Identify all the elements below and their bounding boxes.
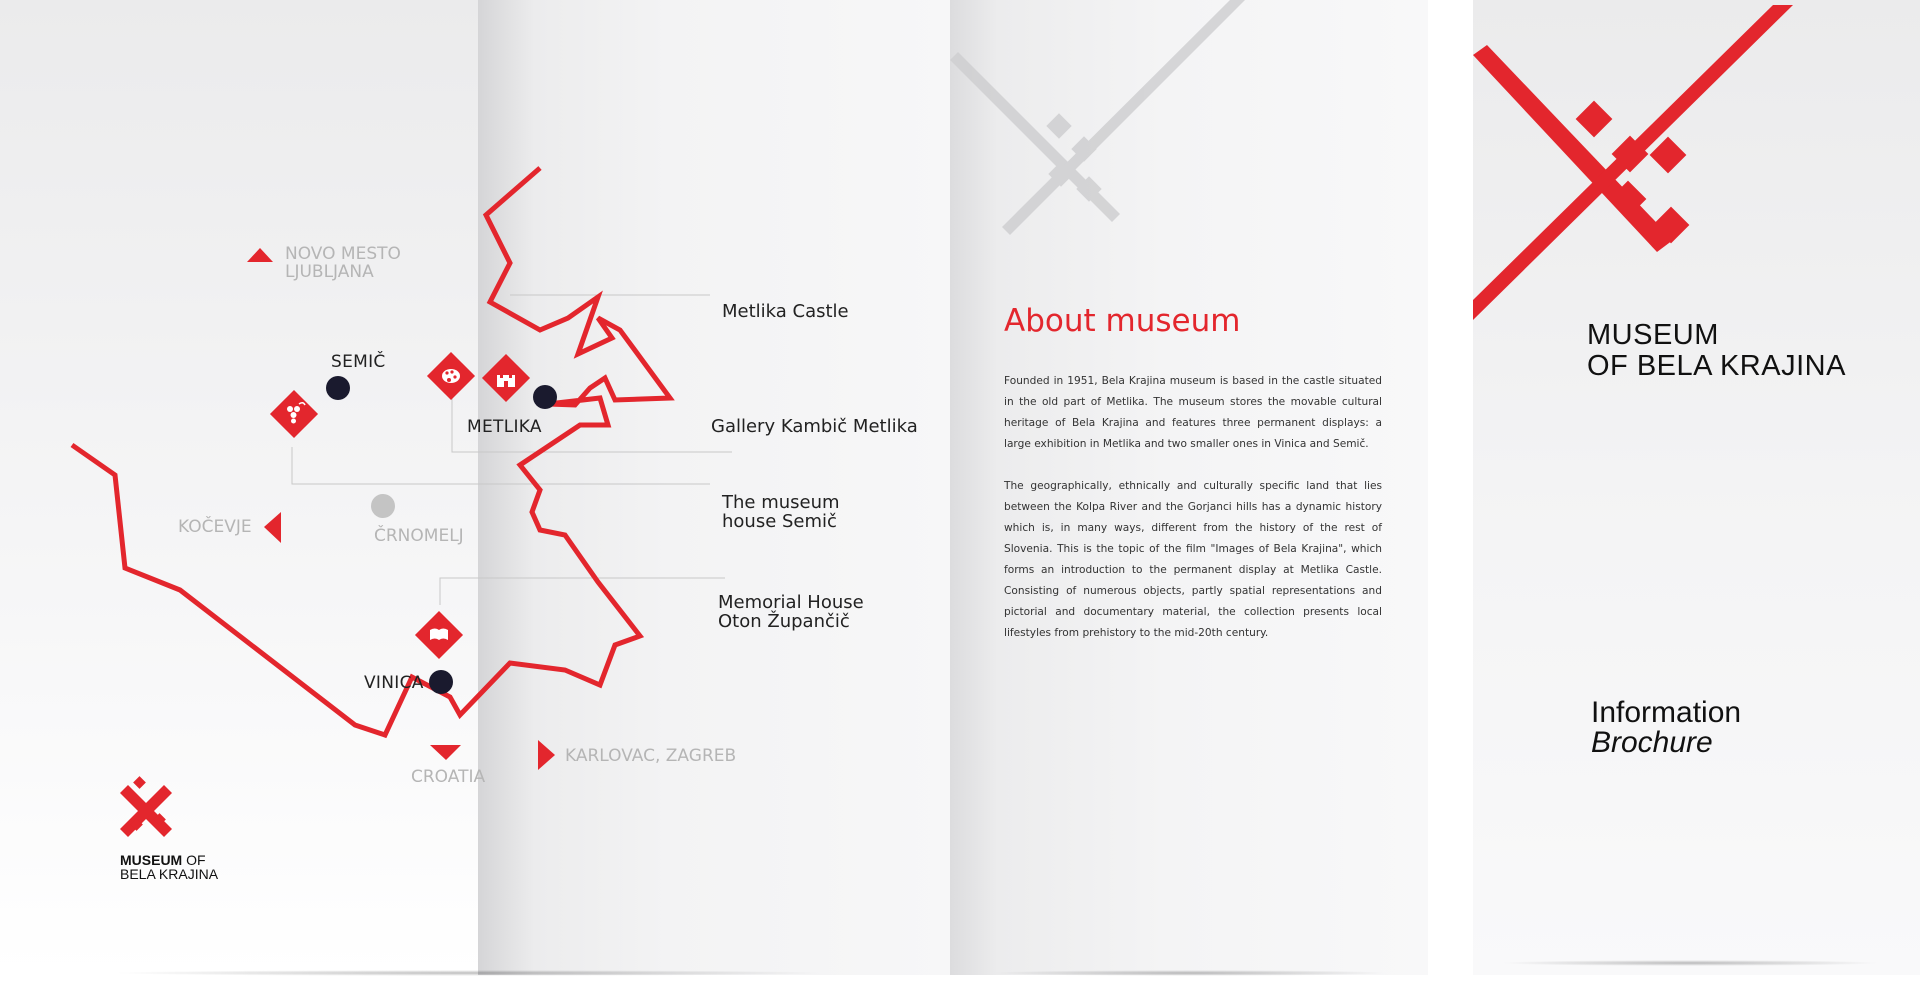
small-logo-text <box>120 853 218 881</box>
label-metlika: METLIKA <box>467 417 542 437</box>
legend-memorial-line1: Memorial House <box>718 592 864 613</box>
cover-logo <box>1473 0 1920 330</box>
map-panel <box>0 0 950 975</box>
about-watermark <box>950 0 1428 300</box>
about-paragraph-1: Founded in 1951, Bela Krajina museum is based in the castle situated in the old part of Metlika. The museum stores the movable cultural heritage of Bela Krajina and features three permanent displays: a large exhibition in Metlika and two smaller ones in Vinica and Semič. <box>1004 375 1382 450</box>
cover-title <box>1587 320 1846 382</box>
small-logo-line1 <box>120 853 218 867</box>
dot-semic <box>326 376 350 400</box>
legend-metlika-castle: Metlika Castle <box>722 301 849 322</box>
cover-title-line1: MUSEUM <box>1587 319 1719 351</box>
small-logo-rest: OF <box>182 852 206 868</box>
dot-crnomelj <box>371 494 395 518</box>
grape-icon <box>270 390 318 438</box>
arrow-kocevje <box>264 512 281 543</box>
label-croatia: CROATIA <box>411 767 486 787</box>
legend-memorial-line2: Oton Župančič <box>718 611 850 632</box>
leader-museum-house <box>292 447 710 484</box>
label-novo-mesto-line1: NOVO MESTO <box>285 244 401 264</box>
label-semic: SEMIČ <box>331 352 386 372</box>
cover-info-line1: Information <box>1591 696 1742 729</box>
museum-logo-small <box>120 776 172 837</box>
dot-metlika <box>533 385 557 409</box>
legend-gallery: Gallery Kambič Metlika <box>711 416 918 437</box>
label-vinica: VINICA <box>364 673 424 693</box>
about-paragraph-2: The geographically, ethnically and culturally specific land that lies between the Kolpa River and the Gorjanci hills has a dynamic history which is, in many ways, different from the history of the rest of Slovenia. This is the topic of the film "Images of Bela Krajina", which forms an introduction to the permanent display at Metlika Castle. Consisting of numerous objects, partly spatial representations and pictorial and documentary material, the collection presents local lifestyles from prehistory to the mid-20th century. <box>1004 480 1382 639</box>
arrow-novo-mesto <box>247 248 273 262</box>
arrow-karlovac <box>538 740 555 770</box>
label-novo-mesto-line2: LJUBLJANA <box>285 262 374 282</box>
cover-info-line2: Brochure <box>1591 726 1713 759</box>
about-panel <box>950 0 1428 975</box>
palette-icon <box>427 352 475 400</box>
small-logo-bold: MUSEUM <box>120 852 183 868</box>
shadow-map <box>110 970 830 976</box>
book-icon <box>415 611 463 659</box>
legend-museum-house-line2: house Semič <box>722 511 837 532</box>
arrow-croatia <box>430 745 461 760</box>
legend-museum-house-line1: The museum <box>722 492 840 513</box>
about-title: About museum <box>1004 303 1241 339</box>
leader-memorial <box>440 578 725 605</box>
label-crnomelj: ČRNOMELJ <box>374 526 464 546</box>
small-logo-line2: BELA KRAJINA <box>120 866 219 882</box>
leader-lines <box>292 295 732 605</box>
cover-panel <box>1473 0 1920 975</box>
label-kocevje: KOČEVJE <box>178 517 252 537</box>
label-karlovac: KARLOVAC, ZAGREB <box>565 746 737 766</box>
castle-icon <box>482 354 530 402</box>
legend-memorial <box>718 593 864 631</box>
legend-museum-house <box>722 493 840 531</box>
label-novo-mesto <box>285 245 401 281</box>
cover-info <box>1591 698 1741 758</box>
dot-vinica <box>429 670 453 694</box>
cover-title-line2: OF BELA KRAJINA <box>1587 350 1846 382</box>
map-graphic <box>0 0 950 975</box>
shadow-cover <box>1500 960 1880 966</box>
shadow-about <box>990 970 1390 976</box>
